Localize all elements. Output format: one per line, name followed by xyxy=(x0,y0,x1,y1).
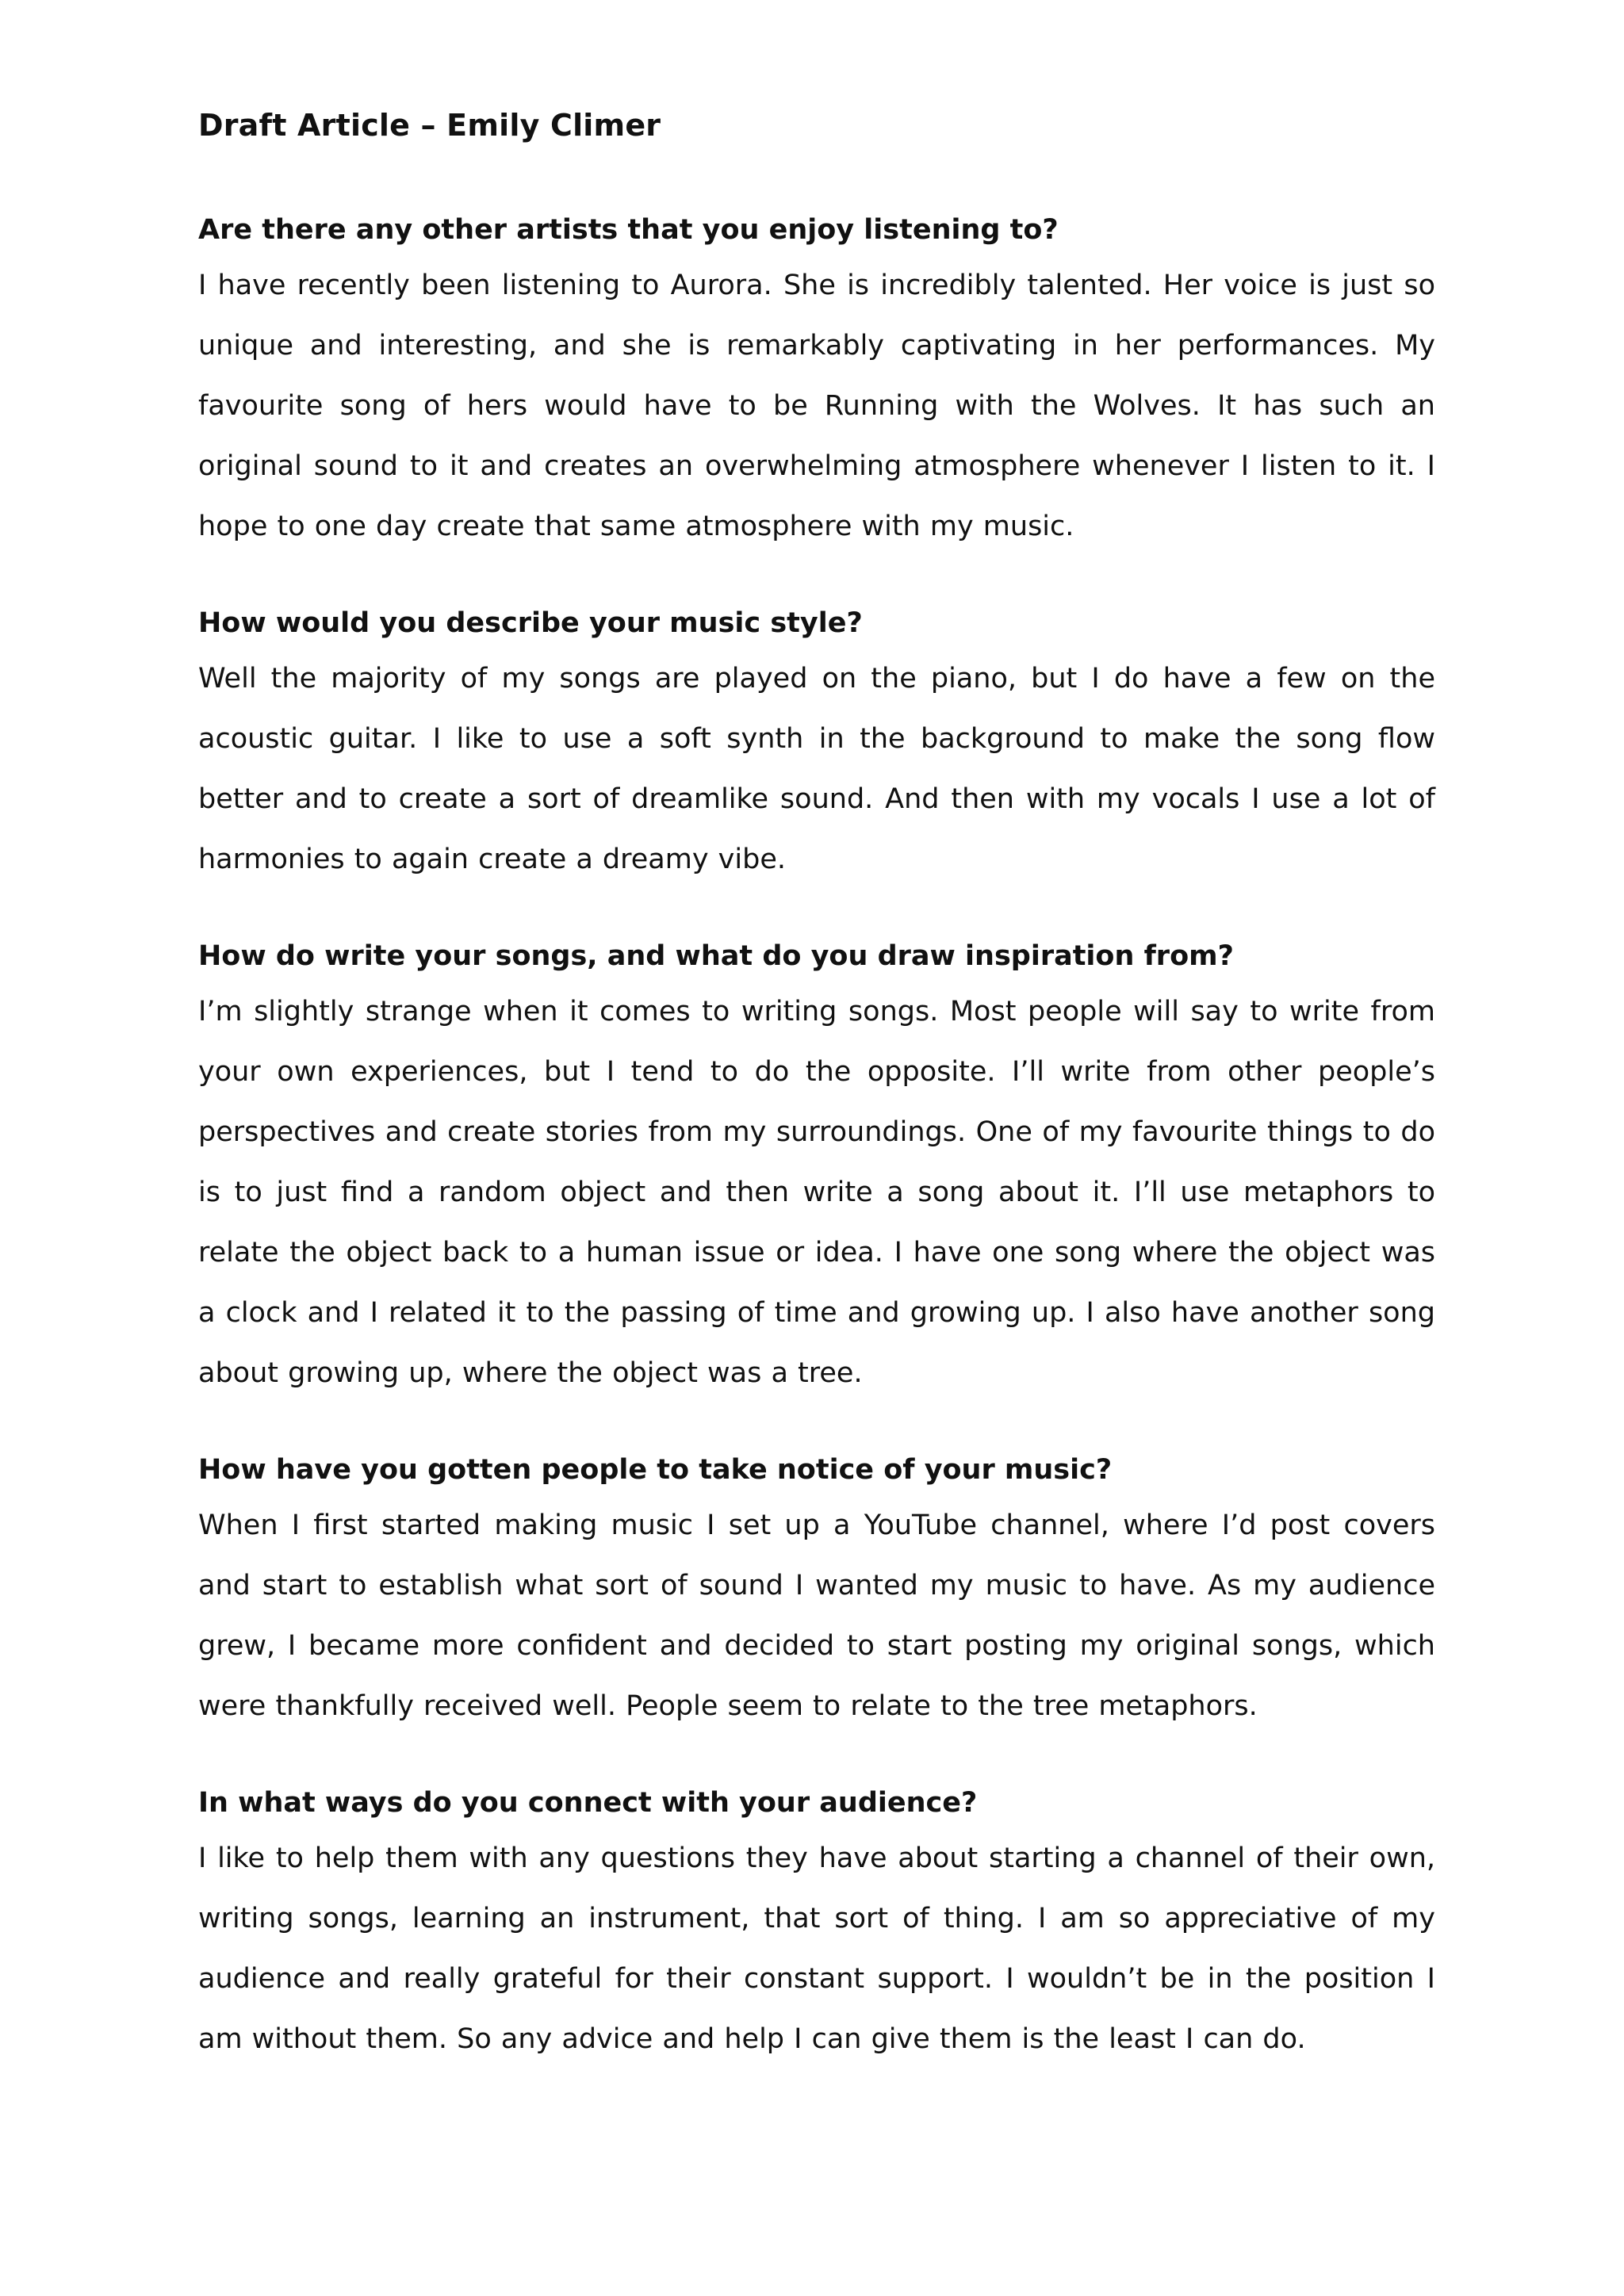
qa-section-songwriting xyxy=(198,931,1435,1403)
answer-paragraph: I’m slightly strange when it comes to writing songs. Most people will say to write from your own experiences, but I tend to do the opposite. I’ll write from other people’s perspectives and create stories from my surroundings. One of my favourite things to do is to just find a random object and then write a song about it. I’ll use metaphors to relate the object back to a human issue or idea. I have one song where the object was a clock and I related it to the passing of time and growing up. I also have another song about growing up, where the object was a tree. xyxy=(198,996,1435,1389)
question-heading: In what ways do you connect with your audience? xyxy=(198,1787,978,1819)
document-page xyxy=(198,100,1435,2110)
answer-paragraph: When I first started making music I set up a YouTube channel, where I’d post covers and start to establish what sort of sound I wanted my music to have. As my audience grew, I became more confident and decided to start posting my original songs, which were thankfully received well. People seem to relate to the tree metaphors. xyxy=(198,1510,1435,1722)
answer-paragraph: I have recently been listening to Aurora. She is incredibly talented. Her voice is just so unique and interesting, and she is remarkably captivating in her performances. My favourite song of hers would have to be Running with the Wolves. It has such an original sound to it and creates an overwhelming atmosphere whenever I listen to it. I hope to one day create that same atmosphere with my music. xyxy=(198,270,1435,542)
qa-section-audience-connection xyxy=(198,1777,1435,2069)
question-heading: How do write your songs, and what do you draw inspiration from? xyxy=(198,940,1234,972)
question-heading: How would you describe your music style? xyxy=(198,607,863,639)
document-title: Draft Article – Emily Climer xyxy=(198,108,661,143)
qa-section-artists xyxy=(198,205,1435,557)
qa-section-music-style xyxy=(198,598,1435,890)
answer-paragraph: Well the majority of my songs are played on the piano, but I do have a few on the acoustic guitar. I like to use a soft synth in the background to make the song flow better and to create a sort of dreamlike sound. And then with my vocals I use a lot of harmonies to again create a dreamy vibe. xyxy=(198,663,1435,875)
question-heading: How have you gotten people to take notice of your music? xyxy=(198,1454,1113,1486)
question-heading: Are there any other artists that you enjoy listening to? xyxy=(198,214,1059,246)
qa-section-audience-growth xyxy=(198,1445,1435,1736)
answer-paragraph: I like to help them with any questions they have about starting a channel of their own, writing songs, learning an instrument, that sort of thing. I am so appreciative of my audience and really grateful for their constant support. I wouldn’t be in the position I am without them. So any advice and help I can give them is the least I can do. xyxy=(198,1843,1435,2055)
